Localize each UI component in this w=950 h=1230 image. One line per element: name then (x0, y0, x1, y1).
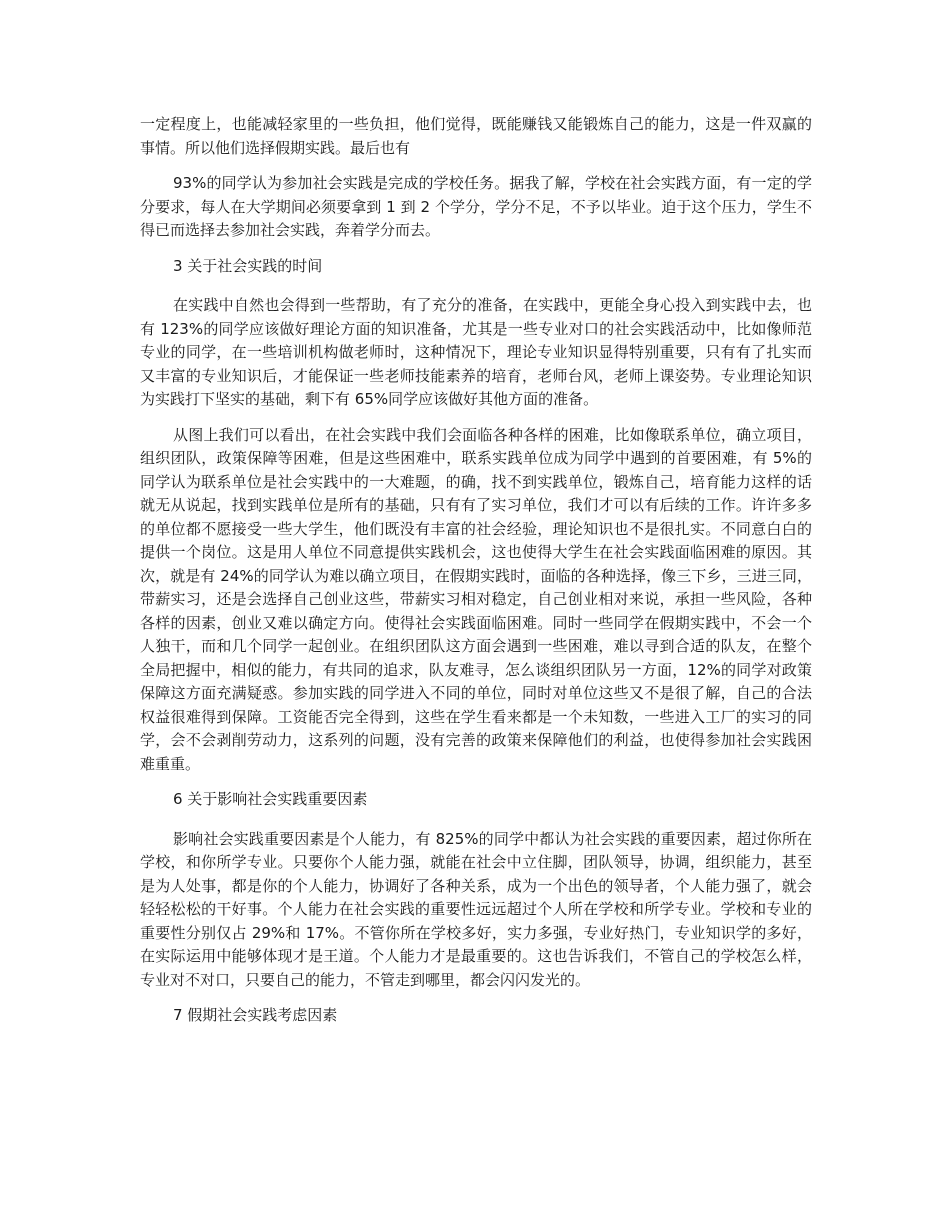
section-heading-considerations: 7 假期社会实践考虑因素 (173, 1006, 338, 1024)
paragraph-continuation: 一定程度上，也能减轻家里的一些负担，他们觉得，既能赚钱又能锻炼自己的能力，这是一件双赢的事情。所以他们选择假期实践。最后也有 (140, 115, 812, 157)
section-heading-time: 3 关于社会实践的时间 (173, 256, 323, 275)
paragraph-personal-ability: 影响社会实践重要因素是个人能力，有 825%的同学中都认为社会实践的重要因素，超过你所在学校，和你所学专业。只要你个人能力强，就能在社会中立住脚，团队领导，协调，组织能力，甚至是为人处事，都是你的个人能力，协调好了各种关系，成为一个出色的领导者，个人能力强了，就会轻轻松松的干好事。个人能力在社会实践的重要性远远超过个人所在学校和所学专业。学校和专业的重要性分别仅占 29%和 17%。不管你所在学校多好，实力多强，专业好热门，专业知识学的多好，在实际运用中能够体现才是王道。个人能力才是最重要的。这也告诉我们，不管自己的学校怎么样，专业对不对口，只要自己的能力，不管走到哪里，都会闪闪发光的。 (140, 829, 812, 989)
paragraph-preparation: 在实践中自然也会得到一些帮助，有了充分的准备，在实践中，更能全身心投入到实践中去，也有 123%的同学应该做好理论方面的知识准备，尤其是一些专业对口的社会实践活动中，比如像师范专业的同学，在一些培训机构做老师时，这种情况下，理论专业知识显得特别重要，只有有了扎实而又丰富的专业知识后，才能保证一些老师技能素养的培育，老师台风，老师上课姿势。专业理论知识为实践打下坚实的基础，剩下有 65%同学应该做好其他方面的准备。 (140, 296, 812, 408)
paragraph-school-task: 93%的同学认为参加社会实践是完成的学校任务。据我了解，学校在社会实践方面，有一定的学分要求，每人在大学期间必须要拿到 1 到 2 个学分，学分不足，不予以毕业。迫于这个压力，学生不得已而选择去参加社会实践，奔着学分而去。 (140, 174, 812, 239)
document-body (140, 113, 812, 1044)
section-heading-factors: 6 关于影响社会实践重要因素 (173, 790, 368, 808)
paragraph-difficulties: 从图上我们可以看出，在社会实践中我们会面临各种各样的困难，比如像联系单位，确立项目，组织团队，政策保障等困难，但是这些困难中，联系实践单位成为同学中遇到的首要困难，有 5%的同学认为联系单位是社会实践中的一大难题，的确，找不到实践单位，锻炼自己，培育能力这样的话就无从说起，找到实践单位是所有的基础，只有有了实习单位，我们才可以有后续的工作。许许多多的单位都不愿接受一些大学生，他们既没有丰富的社会经验，理论知识也不是很扎实。不同意白白的提供一个岗位。这是用人单位不同意提供实践机会，这也使得大学生在社会实践面临困难的原因。其次，就是有 24%的同学认为难以确立项目，在假期实践时，面临的各种选择，像三下乡，三进三同，带薪实习，还是会选择自己创业这些，带薪实习相对稳定，自己创业相对来说，承担一些风险，各种各样的因素，创业又难以确定方向。使得社会实践面临困难。同时一些同学在假期实践中，不会一个人独干，而和几个同学一起创业。在组织团队这方面会遇到一些困难，难以寻到合适的队友，在整个全局把握中，相似的能力，有共同的追求，队友难寻，怎么谈组织团队另一方面，12%的同学对政策保障这方面充满疑惑。参加实践的同学进入不同的单位，同时对单位这些又不是很了解，自己的合法权益很难得到保障。工资能否完全得到，这些在学生看来都是一个未知数，一些进入工厂的实习的同学，会不会剥削劳动力，这系列的问题，没有完善的政策来保障他们的利益，也使得参加社会实践困难重重。 (140, 425, 812, 773)
